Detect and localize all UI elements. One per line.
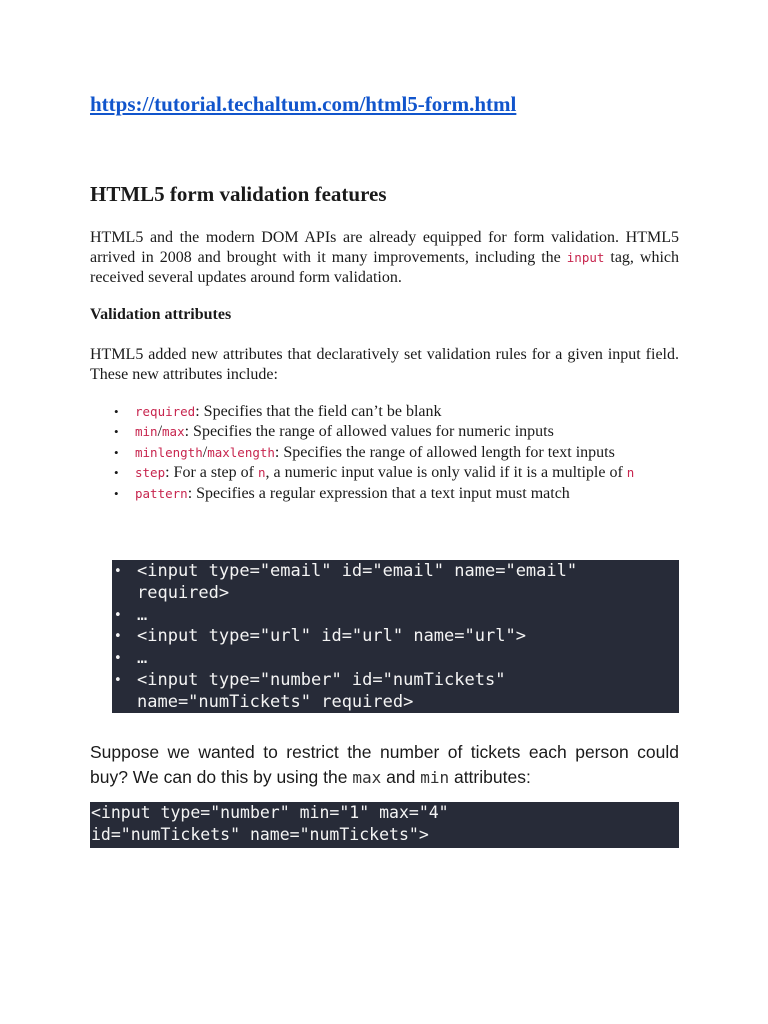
suppose-text-after: attributes:	[449, 767, 531, 787]
attr-code-2: max	[162, 424, 185, 440]
tutorial-link[interactable]: https://tutorial.techaltum.com/html5-form.html	[90, 92, 517, 116]
code-line: • …	[112, 605, 679, 627]
attr-sep: /	[202, 443, 208, 461]
code-line: • <input type="email" id="email" name="email"	[112, 561, 679, 583]
suppose-text-mid: and	[381, 767, 421, 787]
attributes-intro-paragraph: HTML5 added new attributes that declaratively set validation rules for a given input field. These new attributes include:	[90, 346, 679, 383]
attr-code-n: n	[257, 465, 266, 481]
list-item	[90, 443, 634, 463]
code-block-min-max	[90, 802, 679, 848]
attr-code-n-2: n	[626, 465, 635, 481]
intro-paragraph	[90, 228, 679, 288]
code-line: • …	[112, 648, 679, 670]
attr-code: step	[135, 465, 166, 481]
list-item	[90, 422, 634, 442]
attr-desc: : For a step of	[165, 464, 258, 482]
section-heading: Validation attributes	[90, 306, 232, 323]
list-item	[90, 402, 634, 422]
attr-code-2: maxlength	[207, 444, 275, 460]
list-item	[90, 463, 634, 483]
attr-sep: /	[157, 423, 163, 441]
attr-code: required	[135, 404, 196, 419]
code-line: id="numTickets" name="numTickets">	[91, 825, 429, 844]
attributes-list	[90, 402, 634, 504]
attr-desc: : Specifies the range of allowed length for text inputs	[274, 443, 615, 461]
code-line: <input type="number" min="1" max="4"	[91, 803, 449, 822]
attr-code: pattern	[135, 485, 188, 501]
attr-code: minlength	[135, 444, 203, 460]
min-code: min	[420, 768, 450, 787]
suppose-text-before: Suppose we wanted to restrict the number of tickets each person could buy? We can do this by using the	[90, 742, 679, 787]
attr-desc-2: , a numeric input value is only valid if it is a multiple of	[265, 464, 627, 482]
attr-code: min	[135, 424, 158, 440]
intro-text-after: tag, which received several updates around form validation.	[90, 249, 680, 286]
restrict-tickets-paragraph	[90, 740, 679, 790]
max-code: max	[352, 768, 382, 787]
page-heading: HTML5 form validation features	[90, 182, 387, 206]
code-line: required>	[137, 582, 230, 603]
attr-desc: : Specifies that the field can’t be blank	[195, 403, 442, 420]
code-block-inputs	[112, 560, 679, 713]
code-line: • <input type="number" id="numTickets"	[112, 670, 679, 692]
code-line: name="numTickets" required>	[137, 691, 414, 712]
intro-text-before: HTML5 and the modern DOM APIs are already equipped for form validation. HTML5 arrived in 2008 and brought with it many improvements, including the	[90, 229, 679, 266]
attr-desc: : Specifies the range of allowed values for numeric inputs	[184, 423, 554, 441]
list-item	[90, 484, 634, 504]
attr-desc: : Specifies a regular expression that a text input must match	[187, 484, 570, 502]
code-line: • <input type="url" id="url" name="url">	[112, 626, 679, 648]
input-code: input	[566, 250, 605, 265]
